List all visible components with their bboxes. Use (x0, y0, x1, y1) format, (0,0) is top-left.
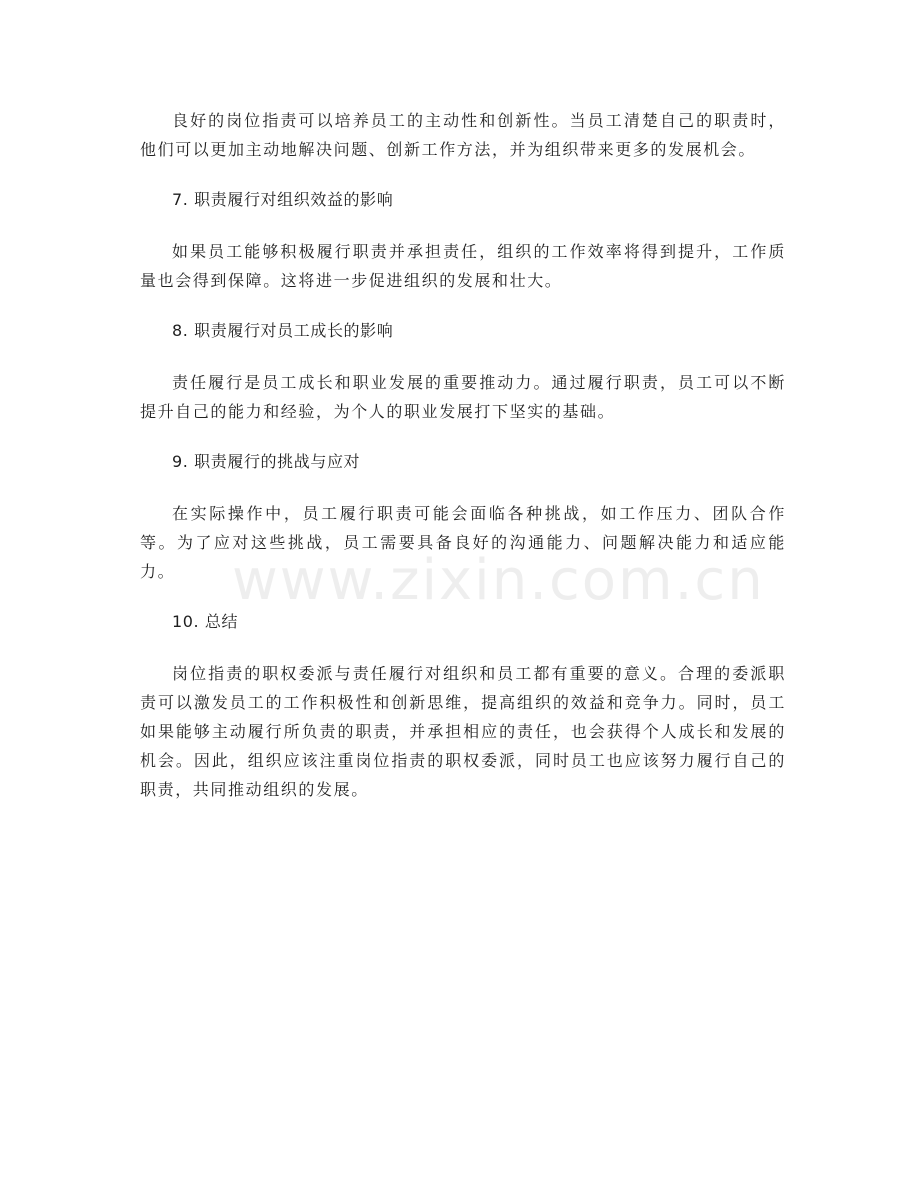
paragraph-section-9: 在实际操作中，员工履行职责可能会面临各种挑战，如工作压力、团队合作等。为了应对这些挑战，员工需要具备良好的沟通能力、问题解决能力和适应能力。 (140, 504, 786, 581)
spacer (140, 636, 786, 659)
spacer (140, 476, 786, 499)
paragraph-section-8: 责任履行是员工成长和职业发展的重要推动力。通过履行职责，员工可以不断提升自己的能力和经验，为个人的职业发展打下坚实的基础。 (140, 373, 786, 421)
spacer (140, 164, 786, 185)
heading-section-7: 7. 职责履行对组织效益的影响 (172, 190, 394, 209)
spacer (140, 345, 786, 368)
heading-section-10: 10. 总结 (172, 612, 239, 631)
watermark: www.zixin.com.cn (232, 548, 765, 613)
document-body (140, 106, 786, 804)
spacer (140, 214, 786, 237)
paragraph-summary: 岗位指责的职权委派与责任履行对组织和员工都有重要的意义。合理的委派职责可以激发员工的工作积极性和创新思维，提高组织的效益和竞争力。同时，员工如果能够主动履行所负责的职责，并承担相应的责任，也会获得个人成长和发展的机会。因此，组织应该注重岗位指责的职权委派，同时员工也应该努力履行自己的职责，共同推动组织的发展。 (140, 664, 786, 799)
spacer (140, 426, 786, 447)
paragraph-initiative: 良好的岗位指责可以培养员工的主动性和创新性。当员工清楚自己的职责时，他们可以更加主动地解决问题、创新工作方法，并为组织带来更多的发展机会。 (140, 111, 786, 159)
heading-section-8: 8. 职责履行对员工成长的影响 (172, 321, 394, 340)
heading-section-9: 9. 职责履行的挑战与应对 (172, 452, 361, 471)
spacer (140, 586, 786, 607)
paragraph-section-7: 如果员工能够积极履行职责并承担责任，组织的工作效率将得到提升，工作质量也会得到保障。这将进一步促进组织的发展和壮大。 (140, 242, 786, 290)
spacer (140, 295, 786, 316)
